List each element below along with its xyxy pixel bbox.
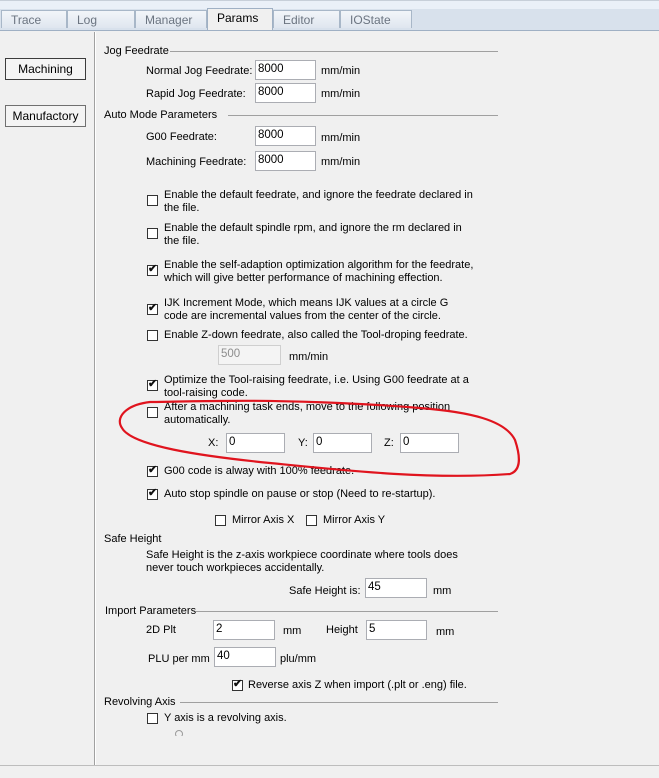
rapid-jog-label: Rapid Jog Feedrate: bbox=[146, 88, 246, 100]
y-label: Y: bbox=[298, 437, 308, 449]
x-position-input[interactable]: 0 bbox=[226, 433, 285, 453]
button-label: Manufactory bbox=[12, 109, 79, 123]
check-mark-icon: ✔ bbox=[148, 487, 158, 499]
plt-unit: mm bbox=[283, 625, 302, 637]
machining-feedrate-input[interactable]: 8000 bbox=[255, 151, 316, 171]
tab-editor[interactable] bbox=[273, 10, 340, 28]
safe-height-input[interactable]: 45 bbox=[365, 578, 427, 598]
normal-jog-label: Normal Jog Feedrate: bbox=[146, 65, 253, 77]
move-after-task-checkbox[interactable] bbox=[147, 407, 158, 418]
x-label: X: bbox=[208, 437, 219, 449]
check-mark-icon: ✔ bbox=[148, 302, 158, 314]
auto-stop-spindle-checkbox[interactable] bbox=[147, 489, 158, 500]
check-mark-icon: ✔ bbox=[148, 378, 158, 390]
import-params-title: Import Parameters bbox=[105, 605, 197, 617]
y-revolving-label: Y axis is a revolving axis. bbox=[164, 712, 287, 724]
tab-label: Editor bbox=[283, 13, 315, 27]
mirror-x-checkbox[interactable] bbox=[215, 515, 226, 526]
machining-button[interactable] bbox=[5, 58, 86, 80]
self-adaption-checkbox[interactable] bbox=[147, 265, 158, 276]
group-line bbox=[196, 611, 498, 612]
self-adaption-label-line1: Enable the self-adaption optimization algorithm for the feedrate, bbox=[164, 259, 474, 271]
group-line bbox=[228, 115, 498, 116]
tab-iostate[interactable] bbox=[340, 10, 412, 28]
z-down-feedrate-unit: mm/min bbox=[289, 351, 329, 363]
group-line bbox=[180, 702, 498, 703]
tab-label: Params bbox=[217, 11, 259, 25]
z-label: Z: bbox=[384, 437, 394, 449]
default-spindle-label-line1: Enable the default spindle rpm, and ignore the rm declared in bbox=[164, 222, 462, 234]
move-after-task-label-line1: After a machining task ends, move to the following position bbox=[164, 401, 451, 413]
auto-mode-title: Auto Mode Parameters bbox=[104, 109, 218, 121]
z-down-feedrate-label: Enable Z-down feedrate, also called the Tool-droping feedrate. bbox=[164, 329, 468, 341]
ijk-increment-label-line2: code are incremental values from the center of the circle. bbox=[164, 310, 441, 322]
ijk-increment-label-line1: IJK Increment Mode, which means IJK values at a circle G bbox=[164, 297, 449, 309]
plt-label: 2D Plt bbox=[146, 624, 176, 636]
tab-label: Manager bbox=[145, 13, 193, 27]
machining-feedrate-unit: mm/min bbox=[321, 156, 361, 168]
tool-raising-label-line2: tool-raising code. bbox=[164, 387, 248, 399]
clipped-row bbox=[175, 730, 475, 736]
g00-feedrate-input[interactable]: 8000 bbox=[255, 126, 316, 146]
top-border bbox=[0, 0, 659, 1]
radio-icon bbox=[175, 730, 183, 736]
plt-input[interactable]: 2 bbox=[213, 620, 275, 640]
safe-height-title: Safe Height bbox=[104, 533, 162, 545]
g00-feedrate-unit: mm/min bbox=[321, 132, 361, 144]
rapid-jog-unit: mm/min bbox=[321, 88, 361, 100]
button-label: Machining bbox=[18, 62, 73, 76]
g00-feedrate-label: G00 Feedrate: bbox=[146, 131, 217, 143]
check-mark-icon: ✔ bbox=[148, 263, 158, 275]
reverse-z-label: Reverse axis Z when import (.plt or .eng) file. bbox=[248, 679, 467, 691]
revolving-axis-title: Revolving Axis bbox=[104, 696, 176, 708]
tab-trace[interactable] bbox=[1, 10, 67, 28]
jog-feedrate-title: Jog Feedrate bbox=[104, 45, 169, 57]
machining-feedrate-label: Machining Feedrate: bbox=[146, 156, 247, 168]
auto-stop-spindle-label: Auto stop spindle on pause or stop (Need to re-startup). bbox=[164, 488, 436, 500]
tab-manager[interactable] bbox=[135, 10, 207, 28]
left-pane bbox=[0, 31, 92, 778]
group-line bbox=[170, 51, 498, 52]
move-after-task-label-line2: automatically. bbox=[164, 414, 231, 426]
height-label: Height bbox=[326, 624, 358, 636]
check-mark-icon: ✔ bbox=[148, 464, 158, 476]
bottom-border bbox=[0, 765, 659, 766]
mirror-y-label: Mirror Axis Y bbox=[323, 514, 386, 526]
safe-height-unit: mm bbox=[433, 585, 452, 597]
tab-label: Log bbox=[77, 13, 98, 27]
mirror-x-label: Mirror Axis X bbox=[232, 514, 295, 526]
tab-log[interactable] bbox=[67, 10, 135, 28]
default-spindle-checkbox[interactable] bbox=[147, 228, 158, 239]
safe-height-desc-line1: Safe Height is the z-axis workpiece coordinate where tools does bbox=[146, 549, 458, 561]
self-adaption-label-line2: which will give better performance of machining effection. bbox=[164, 272, 443, 284]
tab-label: Trace bbox=[11, 13, 42, 27]
check-mark-icon: ✔ bbox=[233, 678, 243, 690]
normal-jog-unit: mm/min bbox=[321, 65, 361, 77]
tab-params[interactable] bbox=[207, 8, 273, 30]
ijk-increment-checkbox[interactable] bbox=[147, 304, 158, 315]
height-input[interactable]: 5 bbox=[366, 620, 427, 640]
normal-jog-input[interactable]: 8000 bbox=[255, 60, 316, 80]
y-position-input[interactable]: 0 bbox=[313, 433, 372, 453]
z-down-feedrate-checkbox[interactable] bbox=[147, 330, 158, 341]
safe-height-desc-line2: never touch workpieces accidentally. bbox=[146, 562, 325, 574]
y-revolving-checkbox[interactable] bbox=[147, 713, 158, 724]
tab-label: IOState bbox=[350, 13, 391, 27]
default-spindle-label-line2: the file. bbox=[164, 235, 200, 247]
plu-label: PLU per mm bbox=[148, 653, 210, 665]
manufactory-button[interactable] bbox=[5, 105, 86, 127]
g00-full-feedrate-checkbox[interactable] bbox=[147, 466, 158, 477]
default-feedrate-label-line2: the file. bbox=[164, 202, 200, 214]
tab-strip bbox=[0, 0, 659, 30]
default-feedrate-label-line1: Enable the default feedrate, and ignore the feedrate declared in bbox=[164, 189, 473, 201]
height-unit: mm bbox=[436, 626, 455, 638]
rapid-jog-input[interactable]: 8000 bbox=[255, 83, 316, 103]
default-feedrate-checkbox[interactable] bbox=[147, 195, 158, 206]
pane-divider-highlight bbox=[95, 32, 96, 766]
z-position-input[interactable]: 0 bbox=[400, 433, 459, 453]
reverse-z-checkbox[interactable] bbox=[232, 680, 243, 691]
safe-height-label: Safe Height is: bbox=[289, 585, 361, 597]
plu-input[interactable]: 40 bbox=[214, 647, 276, 667]
mirror-y-checkbox[interactable] bbox=[306, 515, 317, 526]
g00-full-feedrate-label: G00 code is alway with 100% feedrate. bbox=[164, 465, 355, 477]
tool-raising-checkbox[interactable] bbox=[147, 380, 158, 391]
z-down-feedrate-input[interactable]: 500 bbox=[218, 345, 281, 365]
tool-raising-label-line1: Optimize the Tool-raising feedrate, i.e. Using G00 feedrate at a bbox=[164, 374, 469, 386]
plu-unit: plu/mm bbox=[280, 653, 317, 665]
